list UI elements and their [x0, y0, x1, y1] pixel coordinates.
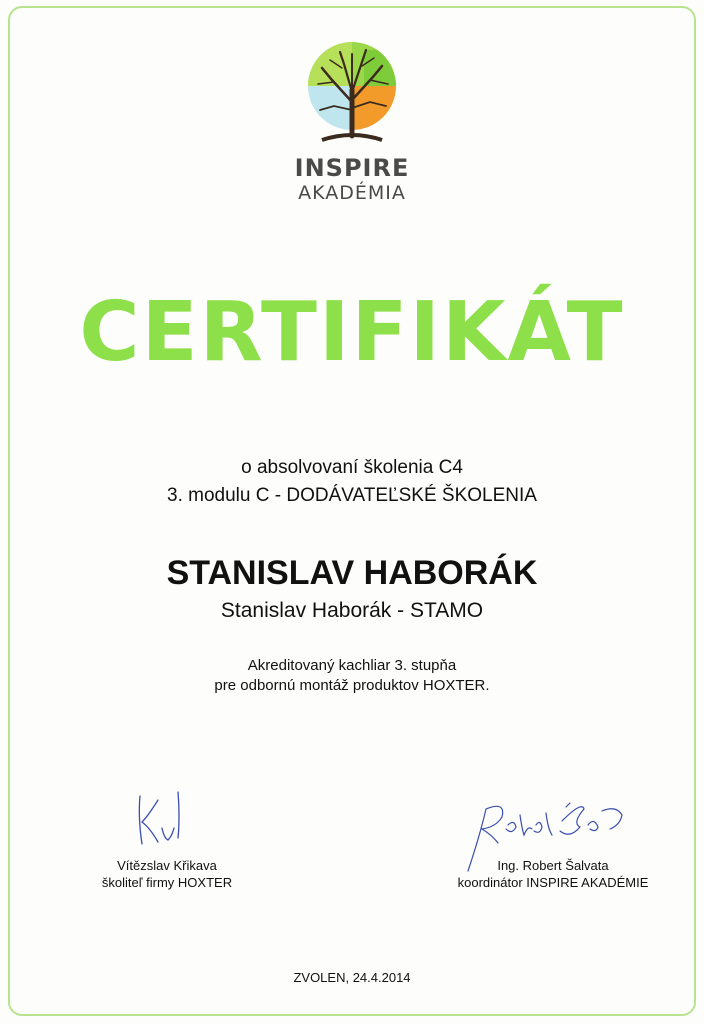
course-line2: 3. modulu C - DODÁVATEĽSKÉ ŠKOLENIA [167, 485, 537, 506]
inspire-logo [0, 40, 704, 204]
left-handwritten-signature [128, 788, 198, 852]
right-signatory [428, 857, 678, 891]
recipient-company: Stanislav Haborák - STAMO [220, 599, 484, 622]
left-signatory-role: školiteľ firmy HOXTER [101, 875, 233, 890]
left-signatory [52, 857, 282, 891]
place-date: ZVOLEN, 24.4.2014 [293, 970, 411, 985]
right-signatory-role: koordinátor INSPIRE AKADÉMIE [457, 875, 649, 890]
course-description [0, 454, 704, 510]
logo-line1: INSPIRE [294, 154, 410, 182]
accreditation-line1: Akreditovaný kachliar 3. stupňa [247, 657, 457, 674]
certificate-title: CERTIFIKÁT [79, 285, 625, 380]
accreditation-line2: pre odbornú montáž produktov HOXTER. [214, 677, 490, 694]
tree-logo-icon [304, 40, 400, 150]
course-line1: o absolvovaní školenia C4 [241, 457, 463, 478]
right-signatory-name: Ing. Robert Šalvata [497, 858, 609, 873]
recipient-name: STANISLAV HABORÁK [166, 554, 538, 592]
logo-line2: AKADÉMIA [298, 182, 406, 204]
accreditation-text [0, 656, 704, 696]
left-signatory-name: Vítězslav Křikava [117, 858, 217, 873]
